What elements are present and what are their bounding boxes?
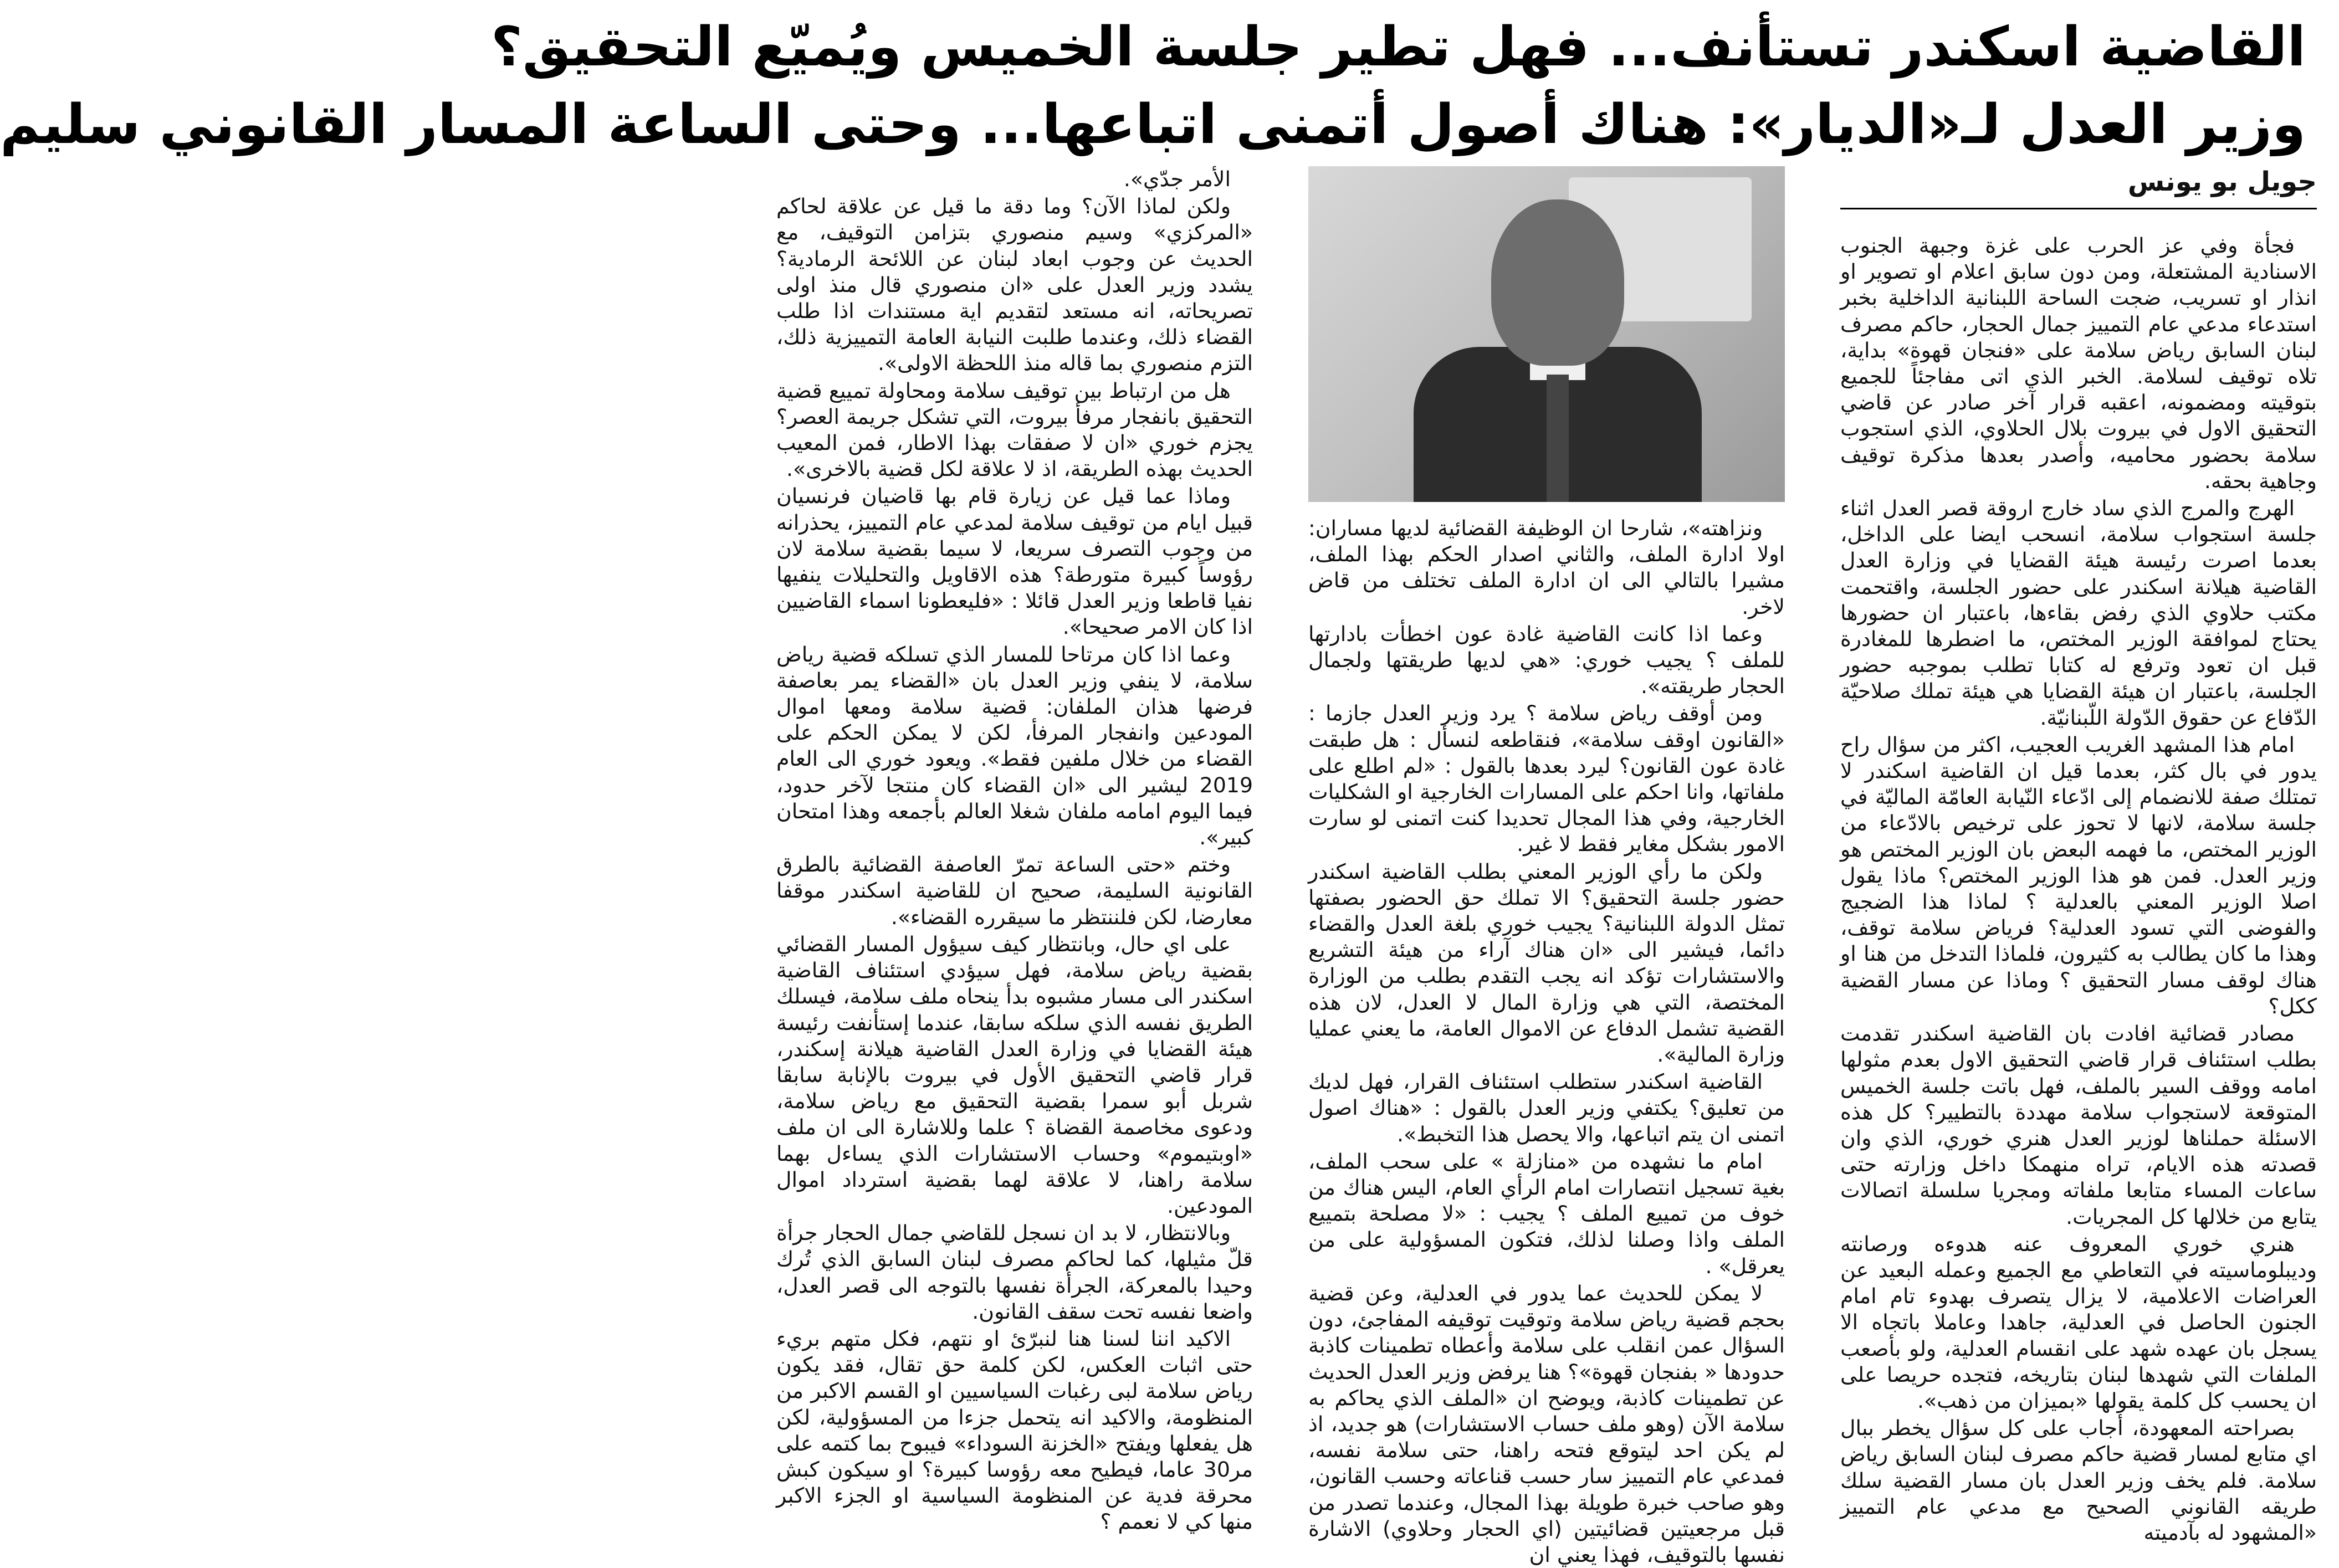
paragraph: ومن أوقف رياض سلامة ؟ يرد وزير العدل جازما : «القانون اوقف سلامة»، فنقاطعه لنسأل : هل طبقت غادة عون القانون؟ ليرد بعدها بالقول : «لم اطلع على ملفاتها، وانا احكم على المسارات الخارجية او الشكليات الخارجية، وفي هذا المجال تحديدا كنت اتمنى لو سارت الامور بشكل مغاير فقط لا غير.: [1308, 701, 1785, 857]
paragraph: لا يمكن للحديث عما يدور في العدلية، وعن قضية بحجم قضية رياض سلامة وتوقيت توقيفه المفاجئ، دون السؤال عمن انقلب على سلامة وأعطاه تطمينات كاذبة حدودها « بفنجان قهوة»؟ هنا يرفض وزير العدل الحديث عن تطمينات كاذبة، ويوضح ان «الملف الذي يحاكم به سلامة الآن (وهو ملف حساب الاستشارات) هو جديد، اذ لم يكن احد ليتوقع فتحه راهنا، حتى سلامة نفسه، فمدعي عام التمييز سار حسب قناعاته وحسب القانون، وهو صاحب خبرة طويلة بهذا المجال، وعندما تصدر من قبل مرجعيتين قضائيتين (اي الحجار وحلاوي) الاشارة نفسها بالتوقيف، فهذا يعني ان: [1308, 1280, 1785, 1567]
article-column-middle: [1308, 515, 1785, 1567]
paragraph: ونزاهته»، شارحا ان الوظيفة القضائية لديها مساران: اولا ادارة الملف، والثاني اصدار الحكم بهذا الملف، مشيرا بالتالي الى ان ادارة الملف تختلف من قاض لاخر.: [1308, 516, 1785, 619]
paragraph: ولكن ما رأي الوزير المعني بطلب القاضية اسكندر حضور جلسة التحقيق؟ الا تملك حق الحضور بصفتها تمثل الدولة اللبنانية؟ يجيب خوري بلغة العدل والقضاء دائما، فيشير الى «ان هناك آراء من هيئة التشريع والاستشارات تؤكد انه يجب التقدم بطلب من الوزارة المختصة، التي هي وزارة المال لا العدل، لان هذه القضية تشمل الدفاع عن الاموال العامة، ما يعني عمليا وزارة المالية».: [1308, 859, 1785, 1067]
article-column-right: [1840, 233, 2317, 1545]
paragraph: بصراحته المعهودة، أجاب على كل سؤال يخطر ببال اي متابع لمسار قضية حاكم مصرف لبنان السابق رياض سلامة. فلم يخف وزير العدل بان مسار القضية سلك طريقه القانوني الصحيح مع مدعي عام التمييز «المشهود له بآدميته: [1840, 1416, 2317, 1545]
paragraph: ولكن لماذا الآن؟ وما دقة ما قيل عن علاقة لحاكم «المركزي» وسيم منصوري بتزامن التوقيف، مع الحديث عن وجوب ابعاد لبنان عن اللائحة الرمادية؟ يشدد وزير العدل على «ان منصوري قال منذ اولى تصريحاته، انه مستعد لتقديم اية مستندات اذا طلب القضاء ذلك، وعندما طلبت النيابة العامة التمييزية ذلك، التزم منصوري بما قاله منذ اللحظة الاولى».: [776, 194, 1253, 376]
paragraph: امام ما نشهده من «منازلة » على سحب الملف، بغية تسجيل انتصارات امام الرأي العام، اليس هناك من خوف من تمييع الملف ؟ يجيب : «لا مصلحة بتمييع الملف واذا وصلنا لذلك، فتكون المسؤولية على من يعرقل» .: [1308, 1149, 1785, 1278]
byline-rule: [1840, 208, 2317, 209]
paragraph: وختم «حتى الساعة تمرّ العاصفة القضائية بالطرق القانونية السليمة، صحيح ان للقاضية اسكندر موقفا معارضا، لكن فلننتظر ما سيقرره القضاء».: [776, 852, 1253, 929]
paragraph: الهرج والمرج الذي ساد خارج اروقة قصر العدل اثناء جلسة استجواب سلامة، انسحب ايضا على الداخل، بعدما اصرت رئيسة هيئة القضايا في وزارة العدل القاضية هيلانة اسكندر على حضور الجلسة، واقتحمت مكتب حلاوي الذي رفض بقاءها، باعتبار ان حضورها يحتاج لموافقة الوزير المختص، ما اضطرها للمغادرة قبل ان تعود وترفع له كتابا تطلب بموجبه حضور الجلسة، باعتبار ان هيئة القضايا هي هيئة تملك صلاحيّة الدّفاع عن حقوق الدّولة اللّبنانيّة.: [1840, 496, 2317, 730]
article-column-left: [776, 166, 1253, 1534]
paragraph: وعما اذا كان مرتاحا للمسار الذي تسلكه قضية رياض سلامة، لا ينفي وزير العدل بان «القضاء يمر بعاصفة فرضها هذان الملفان: قضية سلامة ومعها اموال المودعين وانفجار المرفأ، لكن لا يمكن الحكم على القضاء من خلال ملفين فقط». ويعود خوري الى العام 2019 ليشير الى «ان القضاء كان منتجا لآخر حدود، فيما اليوم امامه ملفان شغلا العالم بأجمعه وهذا امتحان كبير».: [776, 642, 1253, 850]
photo-figure-tie: [1547, 375, 1569, 502]
paragraph: وبالانتظار، لا بد ان نسجل للقاضي جمال الحجار جرأة قلّ مثيلها، كما لحاكم مصرف لبنان السابق الذي تُرك وحيدا بالمعركة، الجرأة نفسها بالتوجه الى قصر العدل، واضعا نفسه تحت سقف القانون.: [776, 1221, 1253, 1324]
headline-line-1: القاضية اسكندر تستأنف... فهل تطير جلسة الخميس ويُميّع التحقيق؟: [490, 16, 2306, 79]
paragraph: وعما اذا كانت القاضية غادة عون اخطأت بادارتها للملف ؟ يجيب خوري: «هي لديها طريقتها ولجمال الحجار طريقته».: [1308, 621, 1785, 699]
paragraph: امام هذا المشهد الغريب العجيب، اكثر من سؤال راح يدور في بال كثر، بعدما قيل ان القاضية اسكندر لا تمتلك صفة للانضمام إلى ادّعاء النّيابة العامّة الماليّة في جلسة سلامة، لانها لا تحوز على ترخيص بالادّعاء من الوزير المختص، ما فهمه البعض بان الوزير المختص هو وزير العدل. فمن هو هذا الوزير المختص؟ ماذا يقول اصلا الوزير المعني بالعدلية ؟ لماذا هذا الضجيج والفوضى التي تسود العدلية؟ فرياض سلامة توقف، وهذا ما كان يطالب به كثيرون، فلماذا التدخل من هنا او هناك لوقف مسار التحقيق ؟ وماذا عن مسار القضية ككل؟: [1840, 732, 2317, 1018]
headline-line-2: وزير العدل لـ«الديار»: هناك أصول أتمنى اتباعها... وحتى الساعة المسار القانوني سليم: [0, 93, 2306, 156]
paragraph: وماذا عما قيل عن زيارة قام بها قاضيان فرنسيان قبيل ايام من توقيف سلامة لمدعي عام التمييز، يحذرانه من وجوب التصرف سريعا، لا سيما بقضية سلامة لان رؤوساً كبيرة متورطة؟ هذه الاقاويل والتحليلات ينفيها نفيا قاطعا وزير العدل قائلا : «فليعطونا اسماء القاضيين اذا كان الامر صحيحا».: [776, 484, 1253, 639]
byline: جويل بو يونس: [2127, 166, 2317, 197]
paragraph: على اي حال، وبانتظار كيف سيؤول المسار القضائي بقضية رياض سلامة، فهل سيؤدي استئناف القاضية اسكندر الى مسار مشبوه بدأ ينحاه ملف سلامة، فيسلك الطريق نفسه الذي سلكه سابقا، عندما إستأنفت رئيسة هيئة القضايا في وزارة العدل القاضية هيلانة إسكندر، قرار قاضي التحقيق الأول في بيروت بالإنابة سابقا شربل أبو سمرا بقضية التحقيق مع رياض سلامة، ودعوى مخاصمة القضاة ؟ علما وللاشارة الى ان ملف «اوبتيموم» وحساب الاستشارات الذي يساءل بهما سلامة راهنا، لا علاقة لهما بقضية استرداد اموال المودعين.: [776, 931, 1253, 1218]
paragraph: هنري خوري المعروف عنه هدوءه ورصانته وديبلوماسيته في التعاطي مع الجميع وعمله البعيد عن العراضات الاعلامية، لا يزال يتصرف بهدوء تام امام الجنون الحاصل في العدلية، جاهدا وعاملا باتجاه الا يسجل بان عهده شهد على انقسام العدلية، ولو بأصعب الملفات التي شهدها لبنان بتاريخه، فتجده حريصا على ان يحسب كل كلمة يقولها «بميزان من ذهب».: [1840, 1231, 2317, 1413]
paragraph: مصادر قضائية افادت بان القاضية اسكندر تقدمت بطلب استئناف قرار قاضي التحقيق الاول بعدم مثولها امامه ووقف السير بالملف، فهل باتت جلسة الخميس المتوقعة لاستجواب سلامة مهددة بالتطيير؟ كل هذه الاسئلة حملناها لوزير العدل هنري خوري، الذي وان قصدته هذه الايام، تراه منهمكا داخل وزارته حتى ساعات المساء متابعا ملفاته ومجريا سلسلة اتصالات يتابع من خلالها كل المجريات.: [1840, 1021, 2317, 1229]
photo-figure-head: [1491, 199, 1624, 366]
paragraph: القاضية اسكندر ستطلب استئناف القرار، فهل لديك من تعليق؟ يكتفي وزير العدل بالقول : «هناك اصول اتمنى ان يتم اتباعها، والا يحصل هذا التخبط».: [1308, 1069, 1785, 1146]
paragraph: هل من ارتباط بين توقيف سلامة ومحاولة تمييع قضية التحقيق بانفجار مرفأ بيروت، التي تشكل جريمة العصر؟ يجزم خوري «ان لا صفقات بهذا الاطار، فمن المعيب الحديث بهذه الطريقة، اذ لا علاقة لكل قضية بالاخرى».: [776, 378, 1253, 481]
paragraph: فجأة وفي عز الحرب على غزة وجبهة الجنوب الاسنادية المشتعلة، ومن دون سابق اعلام او تصوير او انذار او تسريب، ضجت الساحة اللبنانية الداخلية بخبر استدعاء مدعي عام التمييز جمال الحجار، حاكم مصرف لبنان السابق رياض سلامة على «فنجان قهوة» بداية، تلاه توقيف لسلامة. الخبر الذي اتى مفاجئاً للجميع بتوقيته ومضمونه، اعقبه قرار آخر صادر عن قاضي التحقيق الاول في بيروت بلال الحلاوي، الذي استجوب سلامة بحضور محاميه، وأصدر بعدها مذكرة توقيف وجاهية بحقه.: [1840, 233, 2317, 493]
paragraph: الاكيد اننا لسنا هنا لنبرّئ او نتهم، فكل متهم بريء حتى اثبات العكس، لكن كلمة حق تقال، فقد يكون رياض سلامة لبى رغبات السياسيين او القسم الاكبر من المنظومة، والاكيد انه يتحمل جزءا من المسؤولية، لكن هل يفعلها ويفتح «الخزنة السوداء» فيبوح بما كتمه على مر30 عاما، فيطيح معه رؤوسا كبيرة؟ او سيكون كبش محرقة فدية عن المنظومة السياسية او الجزء الاكبر منها كي لا نعمم ؟: [776, 1326, 1253, 1534]
paragraph: الأمر جدّي».: [1123, 167, 1231, 191]
minister-photo: [1308, 166, 1785, 502]
